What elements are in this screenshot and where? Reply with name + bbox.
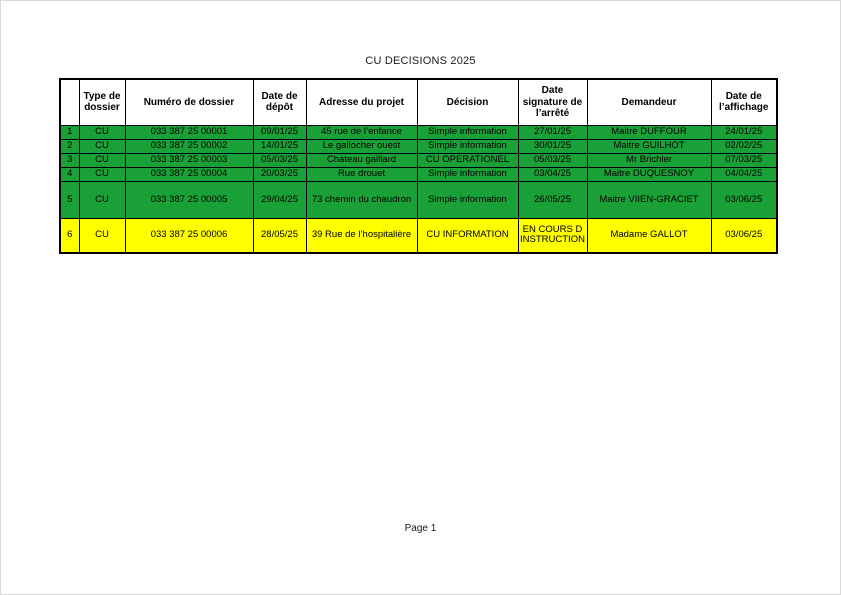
col-header-type-dossier: Type de dossier [79, 79, 125, 125]
cell-row-number: 2 [60, 139, 79, 153]
cell-demandeur: Maitre DUQUESNOY [587, 167, 711, 181]
cell-type-dossier: CU [79, 153, 125, 167]
cell-demandeur: Maitre GUILHOT [587, 139, 711, 153]
cell-date-depot: 28/05/25 [253, 218, 306, 253]
cell-decision: CU OPERATIONEL [417, 153, 518, 167]
table-row [60, 167, 777, 181]
cell-date-affichage: 24/01/25 [711, 125, 777, 139]
cell-row-number: 1 [60, 125, 79, 139]
cell-date-affichage: 07/03/25 [711, 153, 777, 167]
cell-adresse-projet: 73 chemin du chaudron [306, 181, 417, 218]
cell-row-number: 5 [60, 181, 79, 218]
cell-decision: Simple information [417, 167, 518, 181]
cell-adresse-projet: Chateau gaillard [306, 153, 417, 167]
cell-date-affichage: 03/06/25 [711, 218, 777, 253]
table-row [60, 181, 777, 218]
cell-date-signature: 30/01/25 [518, 139, 587, 153]
cell-date-depot: 14/01/25 [253, 139, 306, 153]
cell-demandeur: Maitre VIIEN-GRACIET [587, 181, 711, 218]
cell-decision: Simple information [417, 181, 518, 218]
cell-date-signature: 05/03/25 [518, 153, 587, 167]
col-header-row-number [60, 79, 79, 125]
cell-numero-dossier: 033 387 25 00004 [125, 167, 253, 181]
cell-decision: Simple information [417, 139, 518, 153]
cell-row-number: 4 [60, 167, 79, 181]
cell-numero-dossier: 033 387 25 00003 [125, 153, 253, 167]
col-header-date-depot: Date de dépôt [253, 79, 306, 125]
cell-row-number: 3 [60, 153, 79, 167]
cell-demandeur: Maitre DUFFOUR [587, 125, 711, 139]
cell-date-affichage: 03/06/25 [711, 181, 777, 218]
table-row [60, 153, 777, 167]
cell-numero-dossier: 033 387 25 00001 [125, 125, 253, 139]
page-title: CU DECISIONS 2025 [365, 55, 476, 67]
col-header-date-affichage: Date de l’affichage [711, 79, 777, 125]
cell-type-dossier: CU [79, 218, 125, 253]
col-header-decision: Décision [417, 79, 518, 125]
table-row [60, 218, 777, 253]
col-header-date-signature: Date signature de l’arrêté [518, 79, 587, 125]
cell-adresse-projet: Rue drouet [306, 167, 417, 181]
cell-numero-dossier: 033 387 25 00002 [125, 139, 253, 153]
table-row [60, 125, 777, 139]
cell-demandeur: Madame GALLOT [587, 218, 711, 253]
cell-date-affichage: 04/04/25 [711, 167, 777, 181]
cell-type-dossier: CU [79, 139, 125, 153]
col-header-adresse-projet: Adresse du projet [306, 79, 417, 125]
cell-date-signature: 26/05/25 [518, 181, 587, 218]
cell-date-signature: 03/04/25 [518, 167, 587, 181]
col-header-numero-dossier: Numéro de dossier [125, 79, 253, 125]
cell-date-depot: 20/03/25 [253, 167, 306, 181]
cell-type-dossier: CU [79, 167, 125, 181]
cell-date-depot: 09/01/25 [253, 125, 306, 139]
table-row [60, 139, 777, 153]
page-number: Page 1 [404, 523, 437, 534]
cell-row-number: 6 [60, 218, 79, 253]
table-header-row [60, 79, 777, 125]
cell-decision: Simple information [417, 125, 518, 139]
cell-date-signature: EN COURS D INSTRUCTION [518, 218, 587, 253]
cell-date-depot: 29/04/25 [253, 181, 306, 218]
cell-type-dossier: CU [79, 125, 125, 139]
cu-decisions-table [59, 78, 778, 254]
cell-type-dossier: CU [79, 181, 125, 218]
col-header-demandeur: Demandeur [587, 79, 711, 125]
cell-date-depot: 05/03/25 [253, 153, 306, 167]
cell-demandeur: Mr Brichler [587, 153, 711, 167]
cell-date-signature: 27/01/25 [518, 125, 587, 139]
cell-numero-dossier: 033 387 25 00005 [125, 181, 253, 218]
cell-numero-dossier: 033 387 25 00006 [125, 218, 253, 253]
cell-date-affichage: 02/02/25 [711, 139, 777, 153]
cell-adresse-projet: Le gallocher ouest [306, 139, 417, 153]
cell-adresse-projet: 45 rue de l’enfance [306, 125, 417, 139]
cell-decision: CU INFORMATION [417, 218, 518, 253]
cell-adresse-projet: 39 Rue de l’hospitalière [306, 218, 417, 253]
